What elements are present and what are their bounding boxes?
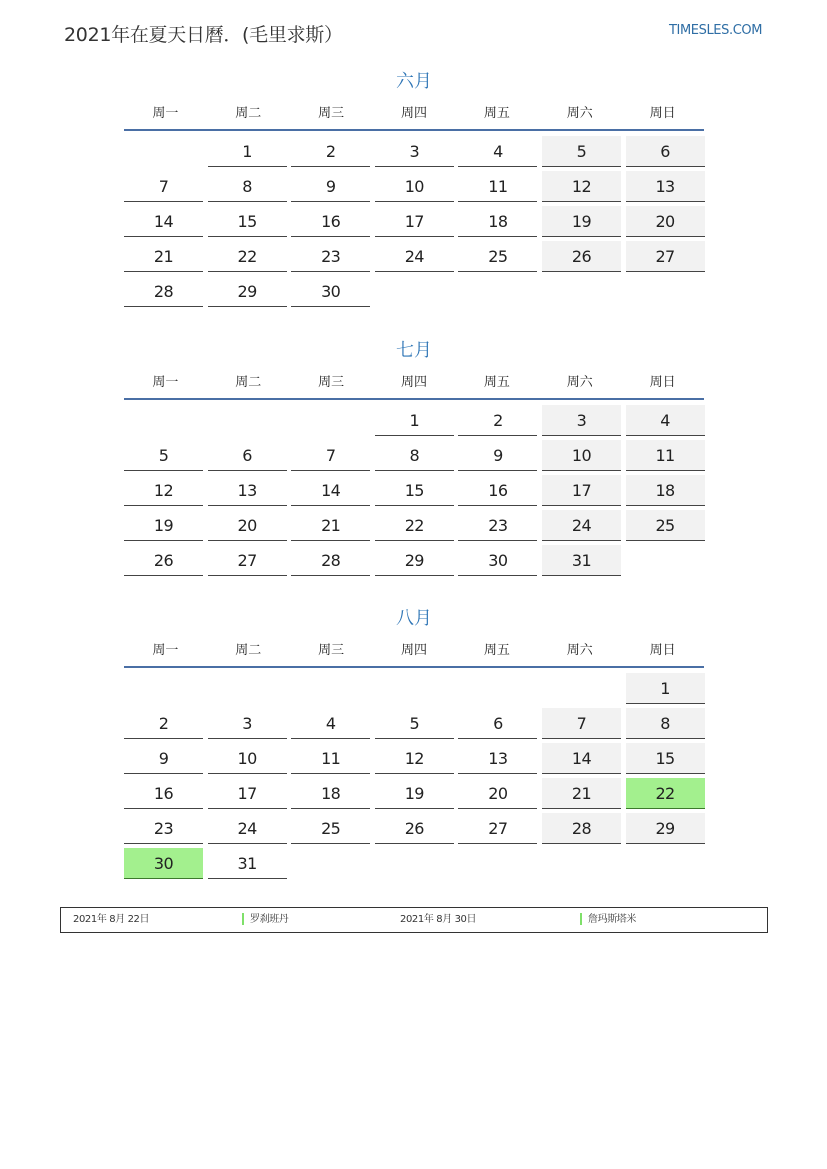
day-cell: 11	[458, 171, 537, 202]
day-cell: 26	[375, 813, 454, 844]
day-cell: 21	[124, 241, 203, 272]
legend-holiday-name: 罗刹班丹	[250, 914, 289, 925]
day-cell: 9	[458, 440, 537, 471]
month-august	[124, 607, 704, 879]
day-cell: 31	[542, 545, 621, 576]
day-cell: 16	[458, 475, 537, 506]
day-cell: 22	[208, 241, 287, 272]
empty-cell	[291, 405, 370, 436]
day-cell: 22	[375, 510, 454, 541]
weekday-label: 周日	[649, 643, 676, 658]
day-cell: 14	[291, 475, 370, 506]
day-cell: 6	[208, 440, 287, 471]
weekday-label: 周五	[483, 106, 510, 121]
day-cell: 7	[542, 708, 621, 739]
day-cell: 11	[291, 743, 370, 774]
day-cell: 13	[208, 475, 287, 506]
day-cell: 30	[458, 545, 537, 576]
empty-cell	[626, 276, 705, 307]
day-cell: 15	[626, 743, 705, 774]
day-cell: 6	[458, 708, 537, 739]
weekday-header	[124, 642, 704, 668]
day-cell: 27	[208, 545, 287, 576]
holiday-day-cell: 30	[124, 848, 203, 879]
day-cell: 14	[542, 743, 621, 774]
weekday-header	[124, 105, 704, 131]
empty-cell	[375, 276, 454, 307]
day-cell: 18	[458, 206, 537, 237]
weekday-label: 周一	[152, 643, 179, 658]
day-grid	[124, 136, 704, 307]
month-july	[124, 339, 704, 576]
holiday-legend	[60, 907, 768, 933]
day-cell: 4	[626, 405, 705, 436]
day-cell: 10	[208, 743, 287, 774]
weekday-label: 周日	[649, 375, 676, 390]
day-cell: 29	[208, 276, 287, 307]
day-cell: 26	[542, 241, 621, 272]
empty-cell	[626, 545, 705, 576]
weekday-label: 周一	[152, 106, 179, 121]
weekday-label: 周三	[318, 643, 345, 658]
day-cell: 7	[291, 440, 370, 471]
day-cell: 20	[458, 778, 537, 809]
day-cell: 29	[375, 545, 454, 576]
day-cell: 28	[124, 276, 203, 307]
empty-cell	[458, 848, 537, 879]
month-title: 八月	[396, 608, 432, 629]
empty-cell	[291, 848, 370, 879]
day-cell: 30	[291, 276, 370, 307]
day-cell: 2	[291, 136, 370, 167]
day-cell: 17	[542, 475, 621, 506]
day-cell: 24	[375, 241, 454, 272]
day-cell: 4	[458, 136, 537, 167]
site-link[interactable]: TIMESLES.COM	[669, 23, 763, 38]
month-title: 六月	[396, 71, 432, 92]
day-cell: 2	[124, 708, 203, 739]
day-grid	[124, 673, 704, 879]
day-cell: 21	[291, 510, 370, 541]
day-cell: 19	[375, 778, 454, 809]
day-cell: 20	[208, 510, 287, 541]
day-cell: 12	[375, 743, 454, 774]
day-cell: 1	[375, 405, 454, 436]
weekday-label: 周五	[483, 643, 510, 658]
empty-cell	[208, 405, 287, 436]
day-cell: 10	[375, 171, 454, 202]
day-cell: 12	[542, 171, 621, 202]
empty-cell	[291, 673, 370, 704]
legend-date: 2021年 8月 30日	[400, 914, 477, 925]
day-cell: 31	[208, 848, 287, 879]
day-cell: 23	[291, 241, 370, 272]
legend-holiday-name: 詹玛斯塔米	[588, 914, 636, 925]
day-cell: 2	[458, 405, 537, 436]
empty-cell	[458, 276, 537, 307]
weekday-label: 周五	[483, 375, 510, 390]
day-cell: 27	[626, 241, 705, 272]
empty-cell	[542, 848, 621, 879]
day-cell: 19	[124, 510, 203, 541]
day-cell: 23	[458, 510, 537, 541]
weekday-label: 周一	[152, 375, 179, 390]
day-cell: 15	[375, 475, 454, 506]
empty-cell	[375, 673, 454, 704]
day-cell: 1	[208, 136, 287, 167]
day-cell: 9	[124, 743, 203, 774]
weekday-label: 周四	[401, 643, 428, 658]
weekday-label: 周六	[566, 106, 593, 121]
weekday-label: 周六	[566, 375, 593, 390]
day-cell: 16	[291, 206, 370, 237]
empty-cell	[458, 673, 537, 704]
day-cell: 8	[208, 171, 287, 202]
month-title: 七月	[396, 340, 432, 361]
day-cell: 25	[626, 510, 705, 541]
day-cell: 14	[124, 206, 203, 237]
day-grid	[124, 405, 704, 576]
day-cell: 5	[542, 136, 621, 167]
day-cell: 18	[626, 475, 705, 506]
weekday-label: 周二	[235, 643, 262, 658]
day-cell: 13	[626, 171, 705, 202]
day-cell: 10	[542, 440, 621, 471]
holiday-day-cell: 22	[626, 778, 705, 809]
empty-cell	[626, 848, 705, 879]
weekday-label: 周三	[318, 375, 345, 390]
day-cell: 29	[626, 813, 705, 844]
legend-marker	[580, 913, 582, 925]
empty-cell	[124, 136, 203, 167]
day-cell: 23	[124, 813, 203, 844]
day-cell: 7	[124, 171, 203, 202]
day-cell: 8	[375, 440, 454, 471]
empty-cell	[542, 276, 621, 307]
weekday-label: 周三	[318, 106, 345, 121]
day-cell: 1	[626, 673, 705, 704]
day-cell: 21	[542, 778, 621, 809]
day-cell: 27	[458, 813, 537, 844]
day-cell: 3	[542, 405, 621, 436]
empty-cell	[124, 405, 203, 436]
day-cell: 3	[375, 136, 454, 167]
day-cell: 20	[626, 206, 705, 237]
day-cell: 9	[291, 171, 370, 202]
weekday-label: 周四	[401, 106, 428, 121]
day-cell: 5	[375, 708, 454, 739]
day-cell: 5	[124, 440, 203, 471]
day-cell: 4	[291, 708, 370, 739]
day-cell: 6	[626, 136, 705, 167]
weekday-label: 周二	[235, 375, 262, 390]
day-cell: 8	[626, 708, 705, 739]
day-cell: 16	[124, 778, 203, 809]
day-cell: 28	[542, 813, 621, 844]
empty-cell	[542, 673, 621, 704]
day-cell: 24	[208, 813, 287, 844]
day-cell: 25	[458, 241, 537, 272]
day-cell: 15	[208, 206, 287, 237]
weekday-header	[124, 374, 704, 400]
legend-marker	[242, 913, 244, 925]
day-cell: 25	[291, 813, 370, 844]
day-cell: 26	[124, 545, 203, 576]
day-cell: 24	[542, 510, 621, 541]
legend-date: 2021年 8月 22日	[73, 914, 150, 925]
day-cell: 18	[291, 778, 370, 809]
day-cell: 17	[375, 206, 454, 237]
empty-cell	[208, 673, 287, 704]
day-cell: 13	[458, 743, 537, 774]
empty-cell	[375, 848, 454, 879]
weekday-label: 周二	[235, 106, 262, 121]
day-cell: 11	[626, 440, 705, 471]
empty-cell	[124, 673, 203, 704]
weekday-label: 周日	[649, 106, 676, 121]
page-title: 2021年在夏天日曆．(毛里求斯）	[64, 24, 343, 46]
day-cell: 28	[291, 545, 370, 576]
month-june	[124, 70, 704, 307]
day-cell: 12	[124, 475, 203, 506]
weekday-label: 周六	[566, 643, 593, 658]
day-cell: 19	[542, 206, 621, 237]
day-cell: 17	[208, 778, 287, 809]
day-cell: 3	[208, 708, 287, 739]
weekday-label: 周四	[401, 375, 428, 390]
